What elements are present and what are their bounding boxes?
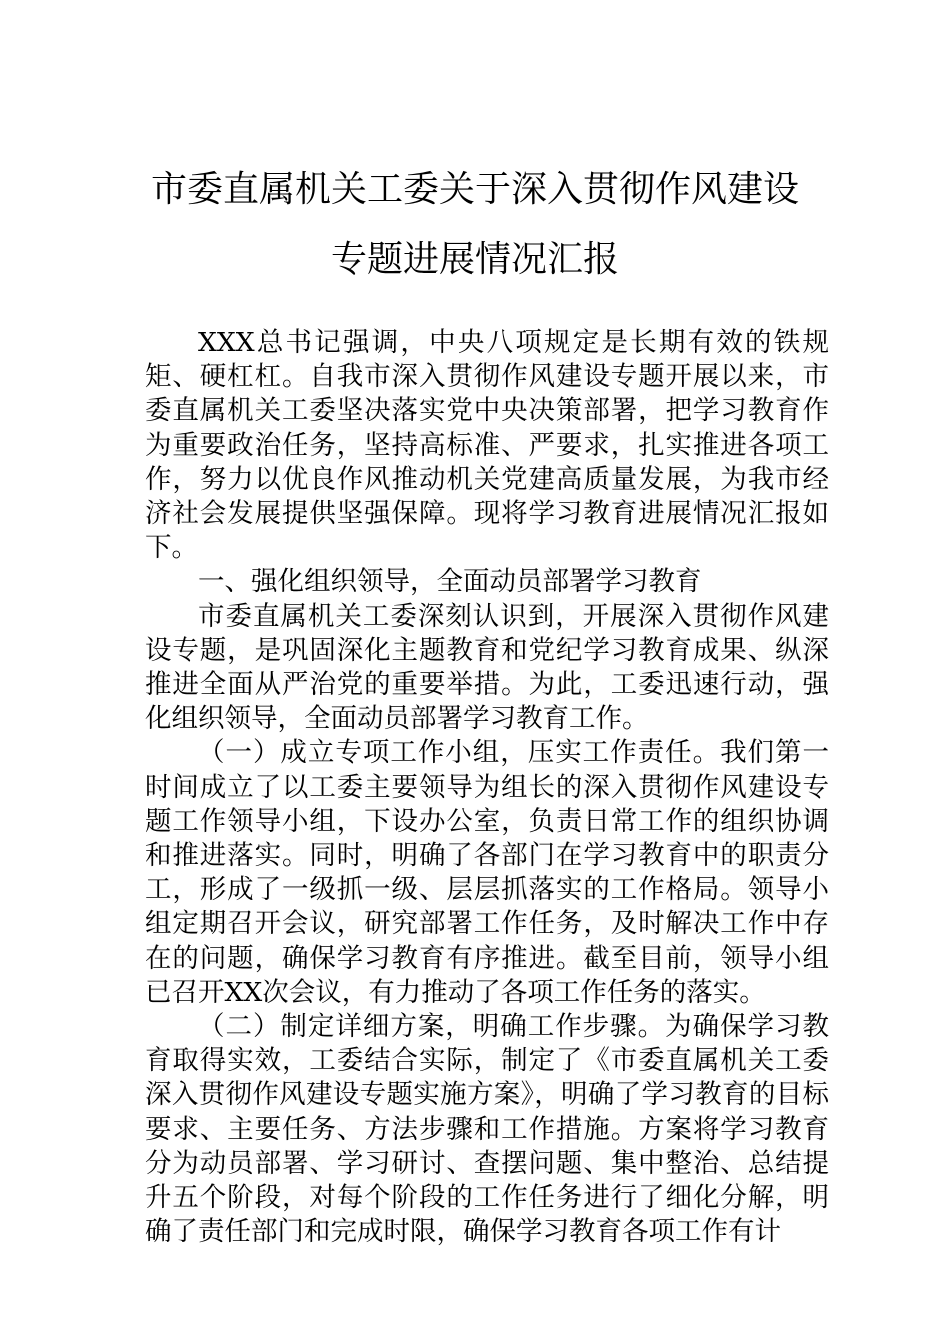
document-title-line-2: 专题进展情况汇报 [330, 239, 619, 280]
subsection-1-paragraph: （一）成立专项工作小组，压实工作责任。我们第一时间成立了以工委主要领导为组长的深入贯彻作风建设专题工作领导小组，下设办公室，负责日常工作的组织协调和推进落实。同时，明确了各部门在学习教育中的职责分工，形成了一级抓一级、层层抓落实的工作格局。领导小组定期召开会议，研究部署工作任务，及时解决工作中存在的问题，确保学习教育有序推进。截至目前，领导小组已召开XX次会议，有力推动了各项工作任务的落实。 [145, 737, 829, 1008]
intro-paragraph: XXX总书记强调，中央八项规定是长期有效的铁规矩、硬杠杠。自我市深入贯彻作风建设专题开展以来，市委直属机关工委坚决落实党中央决策部署，把学习教育作为重要政治任务，坚持高标准、严要求，扎实推进各项工作，努力以优良作风推动机关党建高质量发展，为我市经济社会发展提供坚强保障。现将学习教育进展情况汇报如下。 [145, 327, 829, 564]
section-1-paragraph: 市委直属机关工委深刻认识到，开展深入贯彻作风建设专题，是巩固深化主题教育和党纪学习教育成果、纵深推进全面从严治党的重要举措。为此，工委迅速行动，强化组织领导，全面动员部署学习教育工作。 [145, 600, 829, 735]
document-body [145, 326, 829, 1249]
subsection-2-paragraph: （二）制定详细方案，明确工作步骤。为确保学习教育取得实效，工委结合实际，制定了《市委直属机关工委深入贯彻作风建设专题实施方案》，明确了学习教育的目标要求、主要任务、方法步骤和工作措施。方案将学习教育分为动员部署、学习研讨、查摆问题、集中整治、总结提升五个阶段，对每个阶段的工作任务进行了细化分解，明确了责任部门和完成时限，确保学习教育各项工作有计 [145, 1011, 829, 1248]
document-title-line-1: 市委直属机关工委关于深入贯彻作风建设 [150, 169, 799, 210]
section-heading-1: 一、强化组织领导，全面动员部署学习教育 [198, 566, 702, 598]
